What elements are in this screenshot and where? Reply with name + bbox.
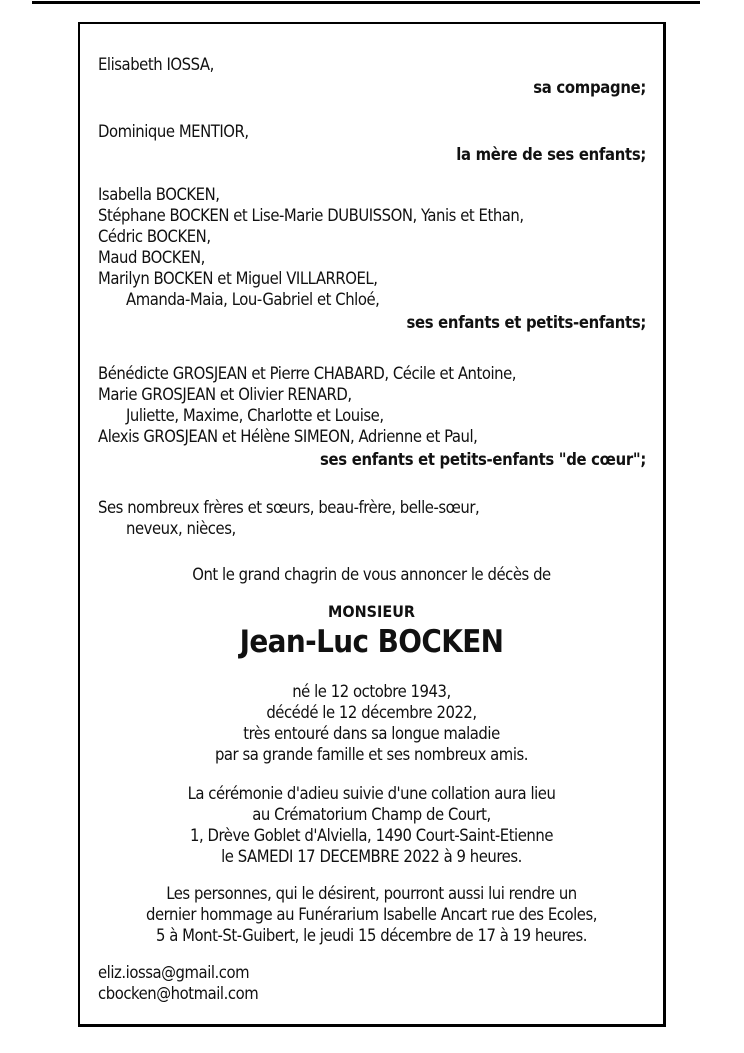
siblings-line: neveux, nièces, [126, 519, 236, 538]
contact-email[interactable]: cbocken@hotmail.com [98, 984, 259, 1003]
siblings-line: Ses nombreux frères et sœurs, beau-frère, belle-sœur, [98, 498, 480, 517]
visitation-line: dernier hommage au Funérarium Isabelle Ancart rue des Ecoles, [145, 905, 598, 924]
children-line: Cédric BOCKEN, [98, 227, 211, 246]
heart-children-line: Bénédicte GROSJEAN et Pierre CHABARD, Cécile et Antoine, [98, 364, 517, 383]
grandchildren-line: Amanda-Maia, Lou-Gabriel et Chloé, [126, 290, 380, 309]
children-line: Stéphane BOCKEN et Lise-Marie DUBUISSON, Yanis et Ethan, [98, 206, 524, 225]
children-line: Marilyn BOCKEN et Miguel VILLARROEL, [98, 269, 378, 288]
visitation-line: 5 à Mont-St-Guibert, le jeudi 15 décembre de 17 à 19 heures. [156, 926, 587, 945]
contact-email[interactable]: eliz.iossa@gmail.com [98, 963, 250, 982]
ceremony-line: au Crématorium Champ de Court, [252, 805, 491, 824]
heart-children-role: ses enfants et petits-enfants "de cœur"; [320, 450, 646, 469]
heart-children-line: Marie GROSJEAN et Olivier RENARD, [98, 385, 352, 404]
heart-children-line: Alexis GROSJEAN et Hélène SIMEON, Adrienne et Paul, [98, 427, 478, 446]
heart-grandchildren-line: Juliette, Maxime, Charlotte et Louise, [126, 406, 384, 425]
ceremony-line: 1, Drève Goblet d'Alviella, 1490 Court-Saint-Etienne [189, 826, 554, 845]
mother-role: la mère de ses enfants; [456, 145, 646, 164]
children-role: ses enfants et petits-enfants; [406, 313, 646, 332]
detail-line: par sa grande famille et ses nombreux amis. [214, 745, 529, 764]
honorific: MONSIEUR [328, 602, 415, 621]
top-rule [32, 1, 700, 4]
ceremony-line: La cérémonie d'adieu suivie d'une collation aura lieu [187, 784, 556, 803]
visitation-line: Les personnes, qui le désirent, pourront aussi lui rendre un [166, 884, 577, 903]
announcement: Ont le grand chagrin de vous annoncer le décès de [192, 565, 551, 584]
obituary-notice [78, 22, 666, 1027]
deceased-name: Jean-Luc BOCKEN [239, 624, 504, 660]
partner-role: sa compagne; [533, 78, 646, 97]
children-line: Maud BOCKEN, [98, 248, 205, 267]
partner-name: Elisabeth IOSSA, [98, 55, 214, 74]
ceremony-line: le SAMEDI 17 DECEMBRE 2022 à 9 heures. [221, 847, 522, 866]
children-line: Isabella BOCKEN, [98, 185, 220, 204]
mother-name: Dominique MENTIOR, [98, 122, 249, 141]
detail-line: décédé le 12 décembre 2022, [266, 703, 477, 722]
detail-line: très entouré dans sa longue maladie [243, 724, 500, 743]
detail-line: né le 12 octobre 1943, [292, 682, 451, 701]
